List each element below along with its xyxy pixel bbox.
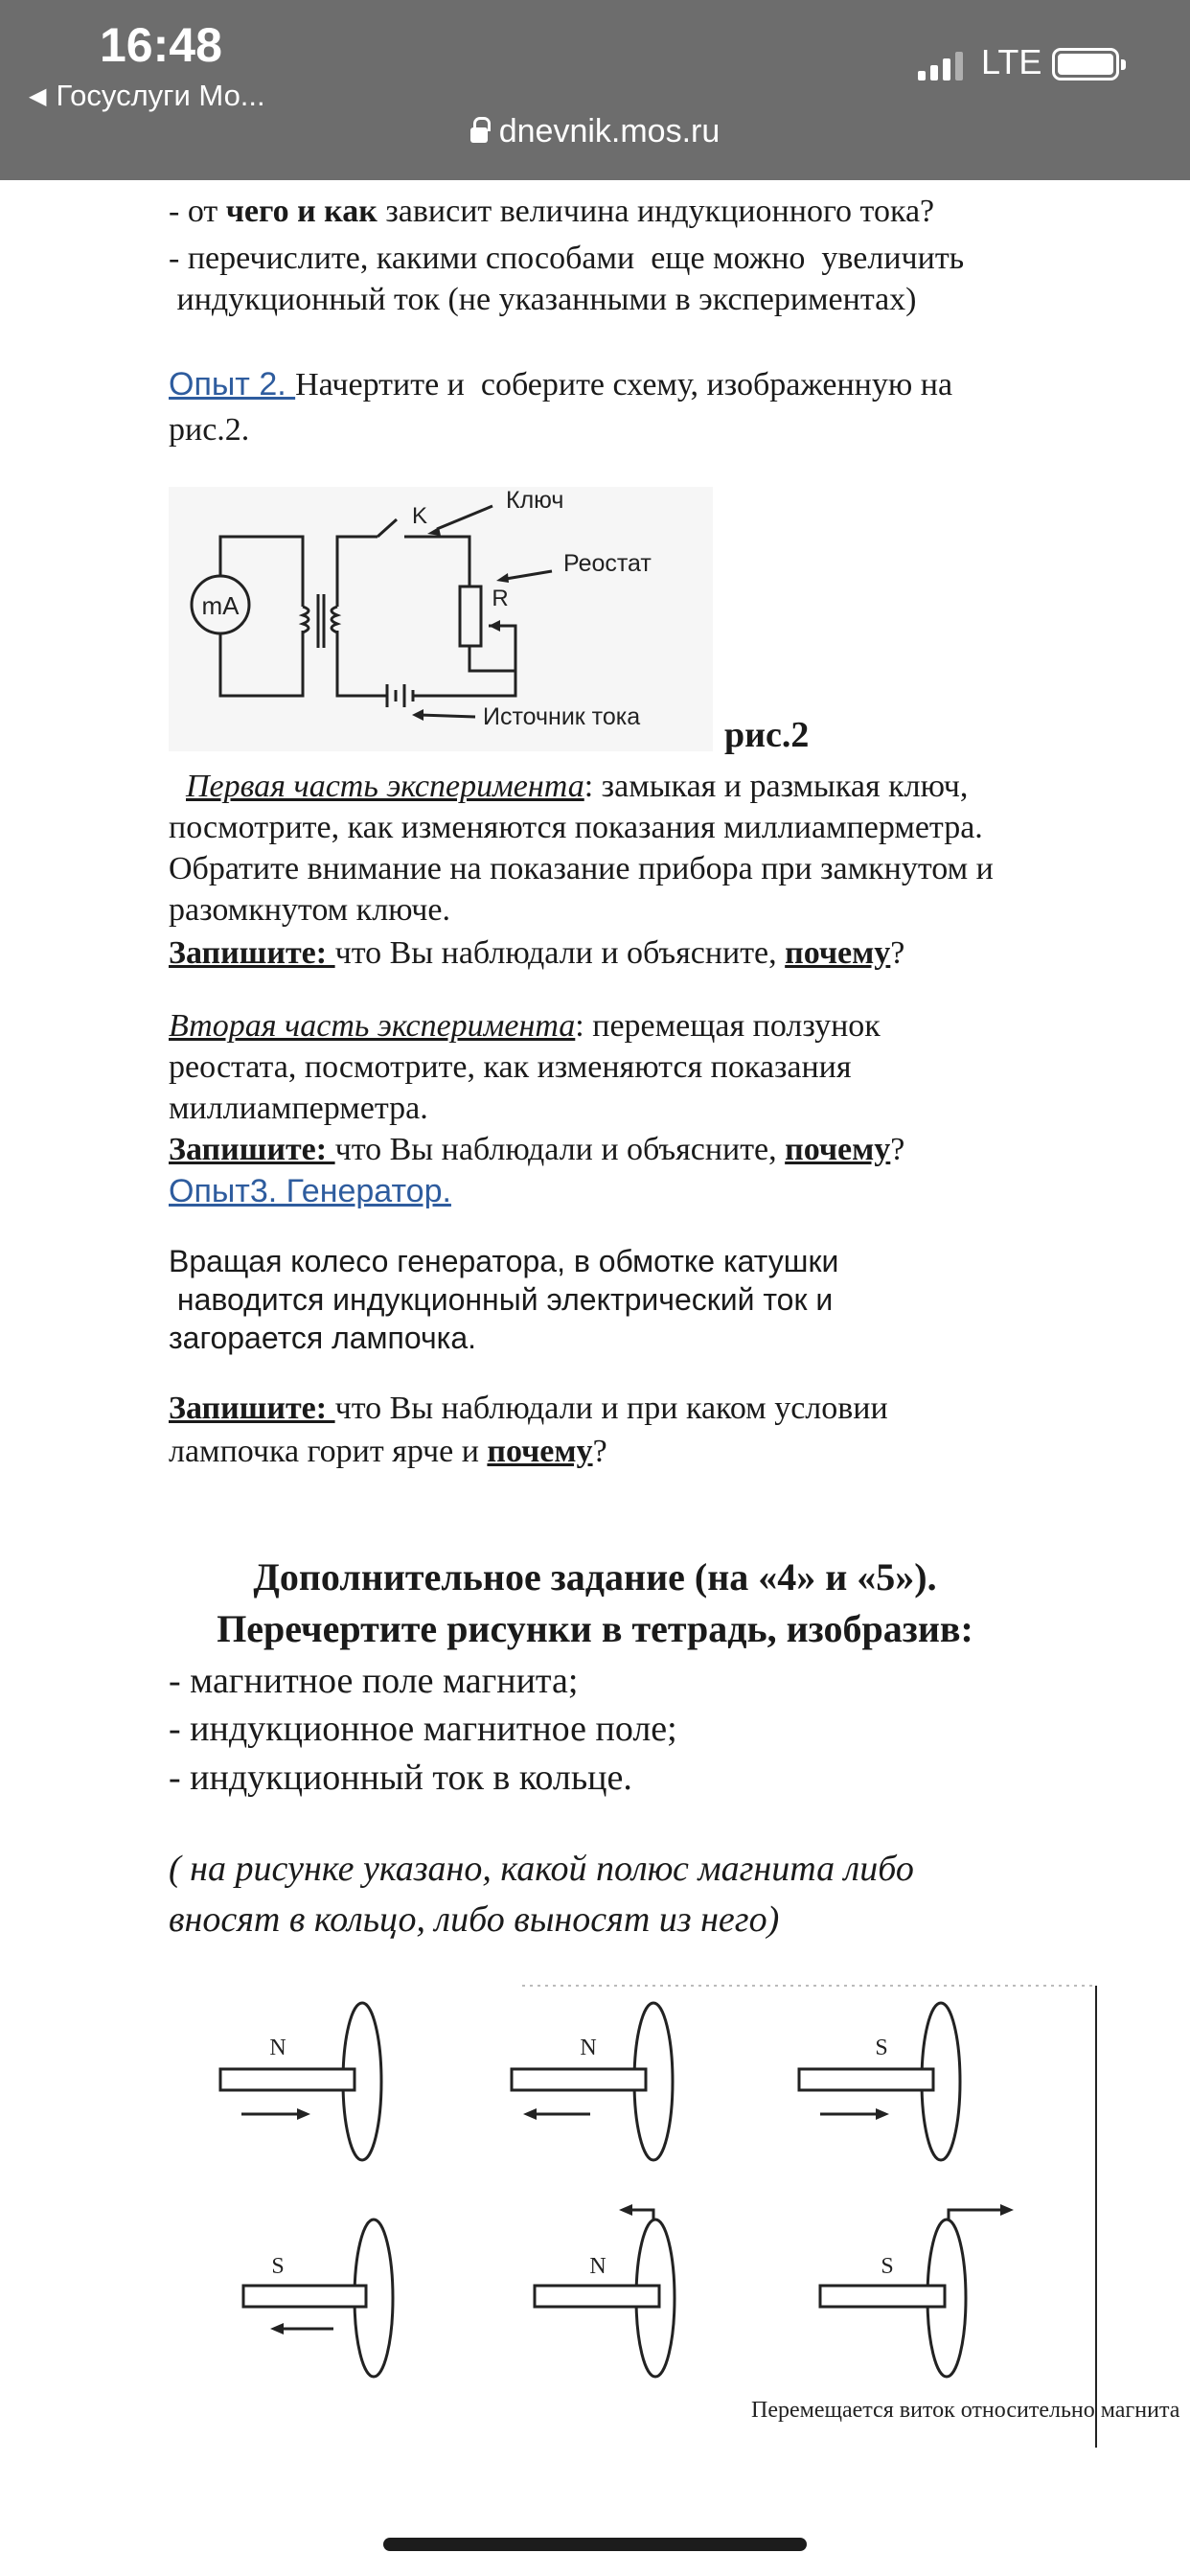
write1-text: что Вы наблюдали и объясните,	[334, 935, 786, 971]
write-instruction-3	[169, 1389, 888, 1429]
lock-icon	[470, 127, 488, 143]
part1-line1	[186, 767, 968, 807]
extra-heading-2: Перечертите рисунки в тетрадь, изобразив:	[217, 1607, 973, 1650]
extra-note-1: ( на рисунке указано, какой полюс магнита либо	[169, 1849, 914, 1889]
pole-label-1: N	[269, 2036, 286, 2060]
write1-label: Запишите:	[169, 935, 335, 971]
write3-end: ?	[592, 1434, 607, 1469]
write2-label: Запишите:	[169, 1132, 335, 1167]
network-type: LTE	[981, 42, 1042, 81]
part2-line1	[169, 1006, 881, 1046]
part2-title: Вторая часть эксперимента	[169, 1008, 576, 1044]
circuit-diagram	[169, 487, 713, 751]
battery-icon	[1052, 48, 1119, 80]
resistor-letter: R	[492, 586, 509, 611]
extra-heading-1: Дополнительное задание (на «4» и «5»).	[253, 1555, 937, 1598]
pole-label-3: S	[875, 2036, 888, 2060]
part1-text1: : замыкая и размыкая ключ,	[584, 769, 969, 804]
extra-note-2: вносят в кольцо, либо выносят из него)	[169, 1899, 780, 1940]
write1-why: почему	[785, 935, 891, 971]
url-text: dnevnik.mos.ru	[498, 113, 721, 150]
browser-top-bar	[0, 0, 1190, 180]
back-triangle-icon: ◀	[29, 82, 47, 109]
pole-label-2: N	[580, 2036, 597, 2060]
magnets-caption: Перемещается виток относительно магнита	[751, 2398, 1180, 2423]
rheostat-callout: Реостат	[563, 550, 652, 577]
write1-end: ?	[890, 935, 905, 971]
home-indicator[interactable]	[383, 2538, 807, 2551]
write3-why: почему	[487, 1434, 593, 1469]
signal-icon	[918, 52, 963, 80]
extra-bullet-2: - индукционное магнитное поле;	[169, 1709, 677, 1749]
write3-text2: лампочка горит ярче и	[169, 1434, 488, 1469]
write2-why: почему	[785, 1132, 891, 1167]
source-callout: Источник тока	[483, 703, 641, 730]
figure-2-caption: рис.2	[724, 715, 810, 755]
q2-rest: зависит величина индукционного тока?	[377, 194, 935, 229]
part1-title: Первая часть эксперимента	[186, 769, 584, 804]
write-instruction-3-cont	[169, 1432, 607, 1472]
experiment-2-link[interactable]: Опыт 2.	[169, 366, 296, 402]
experiment-2-text: Начертите и соберите схему, изображенную на	[295, 367, 953, 402]
meter-label: mA	[201, 591, 240, 620]
back-to-app-button[interactable]	[29, 79, 265, 113]
experiment-2-cont: рис.2.	[169, 412, 250, 448]
url-bar[interactable]	[0, 113, 1190, 150]
generator-line1: Вращая колесо генератора, в обмотке катушки	[169, 1244, 839, 1278]
experiment-2-line	[169, 364, 952, 405]
part1-line2: посмотрите, как изменяются показания миллиамперметра.	[169, 810, 983, 845]
generator-line2: наводится индукционный электрический ток и	[169, 1282, 834, 1317]
part2-text1: : перемещая ползунок	[575, 1008, 881, 1044]
part2-line2: реостата, посмотрите, как изменяются показания	[169, 1049, 852, 1085]
generator-line3: загорается лампочка.	[169, 1321, 477, 1355]
write-instruction-1	[169, 933, 904, 974]
key-callout: Ключ	[506, 487, 564, 514]
experiment-3-link[interactable]: Опыт3. Генератор.	[169, 1173, 451, 1209]
part1-line3: Обратите внимание на показание прибора при замкнутом и	[169, 851, 994, 886]
write3-label: Запишите:	[169, 1391, 335, 1426]
part1-line4: разомкнутом ключе.	[169, 892, 450, 928]
key-letter: K	[411, 503, 428, 529]
write2-end: ?	[890, 1132, 905, 1167]
q2-bold: чего и как	[225, 194, 378, 229]
question-magnitude	[169, 192, 934, 232]
magnets-figure	[192, 1982, 1180, 2451]
status-time: 16:48	[100, 18, 222, 72]
extra-bullet-1: - магнитное поле магнита;	[169, 1661, 579, 1701]
back-app-label: Госуслуги Мо...	[56, 79, 265, 112]
part2-line3: миллиамперметра.	[169, 1091, 428, 1126]
question-methods-1: - перечислите, какими способами еще можно увеличить	[169, 241, 965, 276]
write3-text1: что Вы наблюдали и при каком условии	[334, 1391, 888, 1426]
q2-prefix: - от	[169, 194, 226, 229]
write-instruction-2	[169, 1130, 904, 1170]
pole-label-5: N	[589, 2254, 606, 2279]
write2-text: что Вы наблюдали и объясните,	[334, 1132, 786, 1167]
extra-bullet-3: - индукционный ток в кольце.	[169, 1758, 632, 1798]
pole-label-6: S	[881, 2254, 894, 2279]
question-methods-2: индукционный ток (не указанными в экспериментах)	[169, 282, 917, 317]
pole-label-4: S	[271, 2254, 285, 2279]
